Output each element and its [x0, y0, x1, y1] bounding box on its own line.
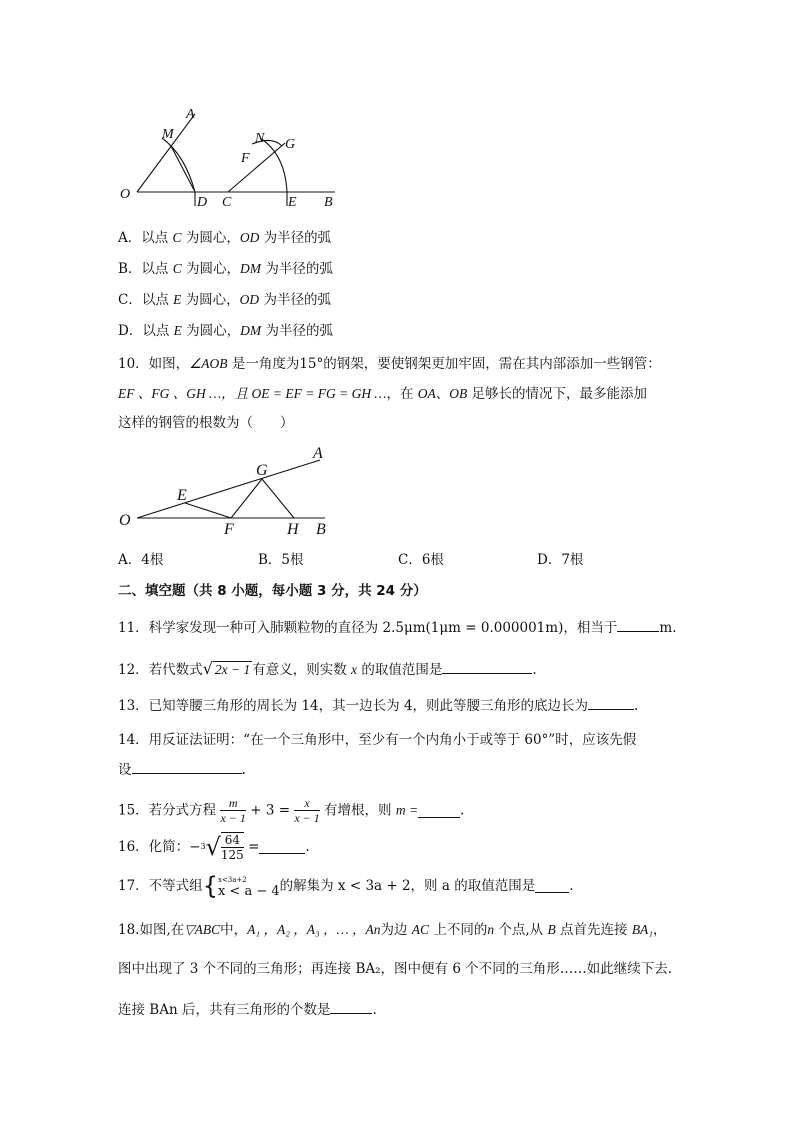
question-18-line3: 连接 BAn 后，共有三角形的个数是 . — [118, 1002, 377, 1018]
arc-o — [162, 138, 195, 206]
section-heading: 二、填空题（共 8 小题，每小题 3 分，共 24 分） — [118, 583, 427, 599]
question-18-line2: 图中出现了 3 个不同的三角形；再连接 BA₂，图中便有 6 个不同的三角形……如此继续下去. — [118, 961, 673, 977]
label-h2: H — [287, 521, 299, 538]
ray-oa2 — [137, 460, 320, 518]
label-g2: G — [256, 462, 268, 479]
option-b: B．以点 C 为圆心，DM 为半径的弧 — [118, 261, 333, 277]
label-c: C — [222, 195, 232, 210]
question-14-line2: 设 . — [118, 762, 246, 778]
question-18-line1: 18.如图,在▽ABC中，A₁ ，A₂ ，A₃ ，… ，An为边 AC 上不同的n 个点,从 B 点首先连接 BA₁， — [118, 922, 667, 938]
answer-blank[interactable] — [418, 804, 460, 818]
answer-blank[interactable] — [588, 696, 634, 710]
option-a: A．以点 C 为圆心，OD 为半径的弧 — [118, 230, 332, 246]
pipe-fg — [231, 479, 262, 518]
label-m: M — [162, 127, 174, 142]
question-17: 17．不等式组{ x<3a+2 x < a − 4 的解集为 x < 3a + 2，则 a 的取值范围是 . — [118, 872, 574, 900]
answer-blank[interactable] — [259, 840, 305, 854]
option-d: D．以点 E 为圆心，DM 为半径的弧 — [118, 323, 333, 339]
choice-a: A．4根 — [118, 552, 164, 568]
option-c: C．以点 E 为圆心，OD 为半径的弧 — [118, 292, 331, 308]
label-e: E — [288, 195, 297, 210]
label-o2: O — [119, 512, 131, 529]
arc-e — [260, 138, 287, 206]
label-b: B — [324, 195, 333, 210]
label-a: A — [186, 107, 195, 122]
label-f: F — [241, 151, 250, 166]
question-15: 15．若分式方程 $\frac{m}{x - 1}$ + 3 = $\frac{x}{x - 1}$ 有增根，则 m = . — [118, 796, 465, 825]
construction-figure — [110, 100, 350, 212]
label-n: N — [255, 131, 265, 146]
pipe-gh — [262, 479, 294, 518]
steel-frame-figure — [110, 440, 350, 540]
q10-line1: 10．如图，∠AOB 是一角度为15°的钢架，要使钢架更加牢固，需在其内部添加一些钢管： — [118, 356, 661, 372]
answer-blank[interactable] — [535, 879, 569, 893]
pipe-ef — [185, 503, 231, 518]
choice-b: B．5根 — [258, 552, 304, 568]
label-o: O — [120, 187, 131, 202]
ray-oa — [137, 114, 195, 192]
question-14-line1: 14．用反证法证明：“在一个三角形中，至少有一个内角小于或等于 60°”时，应该先假 — [118, 732, 637, 748]
label-e2: E — [177, 487, 187, 504]
label-a2: A — [313, 445, 323, 462]
answer-blank[interactable] — [442, 660, 532, 674]
choice-d: D．7根 — [537, 552, 584, 568]
segment-md — [171, 146, 194, 190]
q10-line2: EF 、FG 、GH …，且 OE = EF = FG = GH …，在 OA、OB 足够长的情况下，最多能添加 — [118, 386, 648, 402]
answer-blank[interactable] — [330, 1000, 372, 1014]
ray-cg — [228, 143, 285, 192]
answer-blank[interactable] — [617, 618, 659, 632]
label-d: D — [197, 195, 208, 210]
question-16: 16．化简：−3√ $\frac{64}{125}$ = . — [118, 833, 310, 862]
question-12: 12．若代数式√ 2x − 1 有意义，则实数 x 的取值范围是 . — [118, 659, 537, 678]
q10-line3: 这样的钢管的根数为（ ） — [118, 415, 294, 431]
label-b2: B — [316, 521, 326, 538]
label-g: G — [285, 137, 296, 152]
question-13: 13．已知等腰三角形的周长为 14，其一边长为 4，则此等腰三角形的底边长为 . — [118, 698, 639, 714]
label-f2: F — [224, 521, 234, 538]
question-11: 11．科学家发现一种可入肺颗粒物的直径为 2.5μm(1μm = 0.000001m)，相当于 m. — [118, 620, 677, 636]
answer-blank[interactable] — [132, 760, 242, 774]
choice-c: C．6根 — [398, 552, 444, 568]
